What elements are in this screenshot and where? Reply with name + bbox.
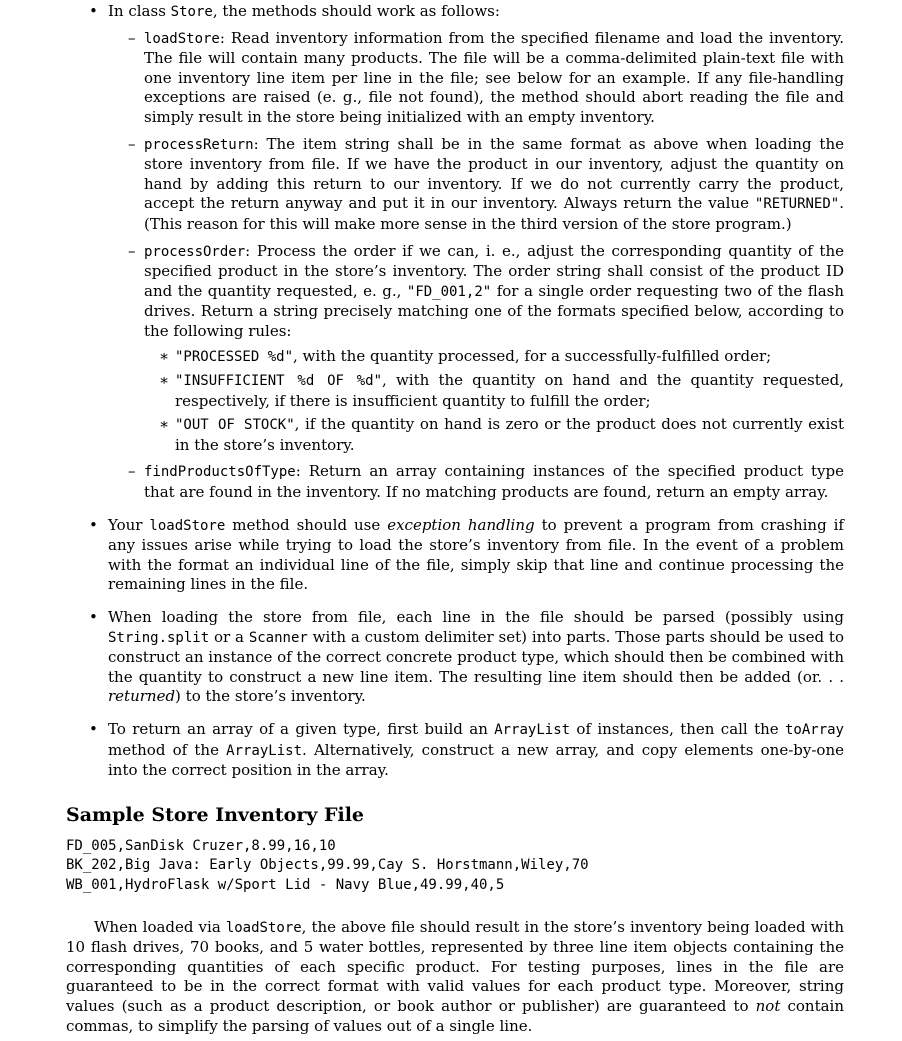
code-line: WB_001,HydroFlask w/Sport Lid - Navy Blue,49.99,40,5 <box>66 876 505 893</box>
list-item <box>66 516 844 595</box>
list-item <box>66 2 844 503</box>
list-item <box>108 462 844 502</box>
list-item <box>144 415 844 455</box>
list-item <box>108 29 844 128</box>
dash-icon: – <box>128 462 136 481</box>
paragraph: To return an array of a given type, first build an ArrayList of instances, then call the toArray method of the ArrayList. Alternatively, construct a new array, and copy elements one-by-one into the correct position in the array. <box>108 720 844 780</box>
paragraph: When loading the store from file, each line in the file should be parsed (possibly using String.split or a Scanner with a custom delimiter set) into parts. Those parts should be used to construct an instance of the correct concrete product type, which should then be combined with the quantity to construct a new line item. The resulting line item should then be added (or. . . returned) to the store’s inventory. <box>108 608 844 706</box>
dash-icon: – <box>128 134 136 153</box>
rule-text: "PROCESSED %d", with the quantity processed, for a successfully-fulfilled order; <box>175 346 772 365</box>
section-heading: Sample Store Inventory File <box>66 803 364 826</box>
bullet-icon: • <box>89 2 98 20</box>
list-item <box>108 242 844 456</box>
requirements-list <box>66 2 844 781</box>
document-page <box>66 2 844 1036</box>
asterisk-icon: ∗ <box>159 371 170 390</box>
list-item <box>144 371 844 411</box>
code-line: BK_202,Big Java: Early Objects,99.99,Cay S. Horstmann,Wiley,70 <box>66 857 589 874</box>
method-name: processReturn <box>144 136 254 153</box>
method-description: processReturn: The item string shall be in the same format as above when loading the store inventory from file. If we have the product in our inventory, adjust the quantity on hand by adding this return to our inventory. If we do not currently carry the product, accept the return anyway and put it in our inventory. Always return the value "RETURNED". (This reason for this will make more sense in the third version of the store program.) <box>144 134 844 233</box>
method-name: findProductsOfType <box>144 464 296 481</box>
paragraph: Your loadStore method should use exception handling to prevent a program from crashing if any issues arise while trying to load the store’s inventory from file. In the event of a problem with the format an individual line of the file, simply skip that line and continue processing the remaining lines in the file. <box>108 515 844 594</box>
dash-icon: – <box>128 241 136 260</box>
bullet-icon: • <box>89 515 98 534</box>
list-item <box>66 608 844 707</box>
bullet-icon: • <box>89 720 98 738</box>
method-name: loadStore <box>144 30 220 47</box>
list-item <box>108 135 844 235</box>
asterisk-icon: ∗ <box>159 415 170 434</box>
bullet-icon: • <box>89 608 98 627</box>
method-description: findProductsOfType: Return an array containing instances of the specified product type that are found in the inventory. If no matching products are found, return an empty array. <box>144 462 844 502</box>
rules-list <box>144 347 844 456</box>
dash-icon: – <box>128 28 136 47</box>
code-line: FD_005,SanDisk Cruzer,8.99,16,10 <box>66 837 336 854</box>
rule-text: "OUT OF STOCK", if the quantity on hand is zero or the product does not currently exist in the store’s inventory. <box>175 415 844 454</box>
method-description: loadStore: Read inventory information from the specified filename and load the inventory. The file will contain many products. The file will be a comma-delimited plain-text file with one inventory line item per line in the file; see below for an example. If any file-handling exceptions are raised (e. g., file not found), the method should abort reading the file and simply result in the store being initialized with an empty inventory. <box>144 28 844 126</box>
list-item <box>144 347 844 368</box>
paragraph: In class Store, the methods should work as follows: <box>108 2 500 20</box>
method-name: processOrder <box>144 243 246 260</box>
rule-text: "INSUFFICIENT %d OF %d", with the quantity on hand and the quantity requested, respectively, if there is insufficient quantity to fulfill the order; <box>175 371 844 410</box>
asterisk-icon: ∗ <box>159 346 170 365</box>
sample-file-listing <box>66 837 844 896</box>
closing-paragraph: When loaded via loadStore, the above file should result in the store’s inventory being loaded with 10 flash drives, 70 books, and 5 water bottles, represented by three line item objects containing the corresponding quantities of each specific product. For testing purposes, lines in the file are guaranteed to be in the correct format with valid values for each product type. Moreover, string values (such as a product description, or book author or publisher) are guaranteed to not contain commas, to simplify the parsing of values out of a single line. <box>66 917 844 1035</box>
list-item <box>66 720 844 781</box>
method-list <box>108 29 844 503</box>
method-description: processOrder: Process the order if we can, i. e., adjust the corresponding quantity of the specified product in the store’s inventory. The order string shall consist of the product ID and the quantity requested, e. g., "FD_001,2" for a single order requesting two of the flash drives. Return a string precisely matching one of the formats specified below, according to the following rules: <box>144 241 845 340</box>
